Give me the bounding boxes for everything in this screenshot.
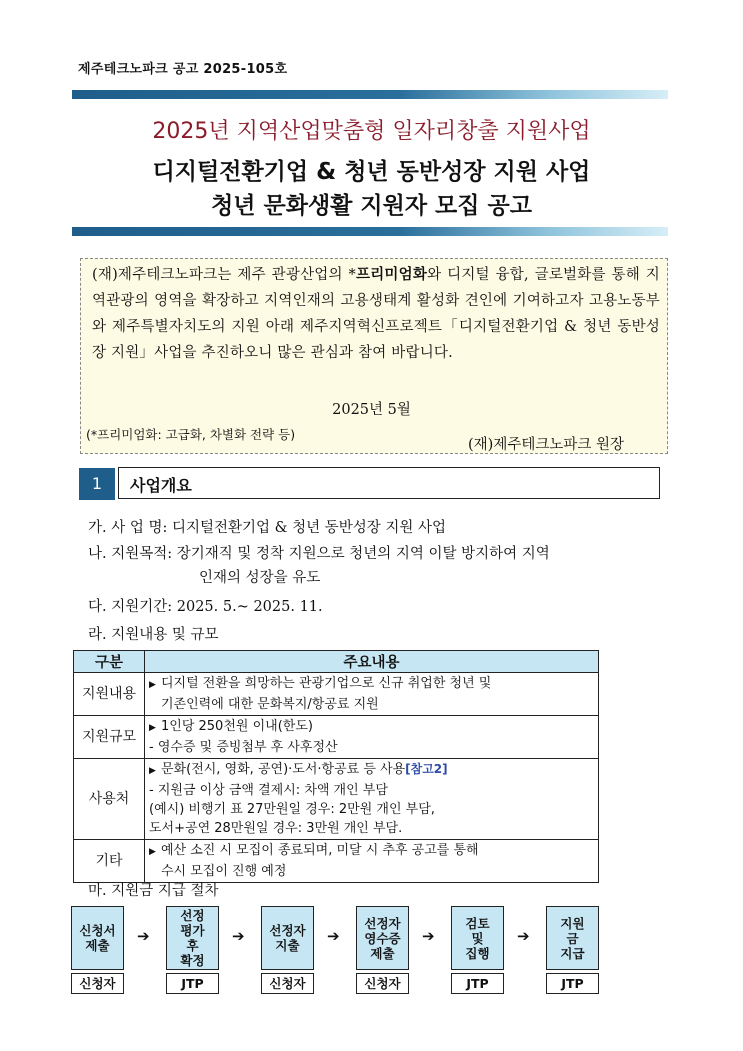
table-line: [149, 674, 594, 695]
table-row: [74, 673, 599, 716]
title-line-3: 청년 문화생활 지원자 모집 공고: [211, 193, 532, 219]
table-row: [74, 759, 599, 840]
table-row-content: [145, 673, 599, 716]
table-line-text: 도서+공연 28만원일 경우: 3만원 개인 부담.: [149, 821, 403, 836]
title-line-2: 디지털전환기업 & 청년 동반성장 지원 사업: [152, 159, 591, 185]
table-header-category: 구분: [74, 651, 145, 673]
item-purpose-continued: 인재의 성장을 유도: [199, 570, 321, 586]
table-line-text: 수시 모집이 진행 예정: [161, 864, 287, 879]
table-row: [74, 840, 599, 883]
triangle-bullet-icon: ▶: [149, 847, 156, 857]
table-line: [149, 841, 594, 862]
support-table: [73, 650, 599, 883]
item-purpose: 나. 지원목적: 장기재직 및 정착 지원으로 청년의 지역 이탈 방지하여 지역: [88, 546, 550, 562]
triangle-bullet-icon: ▶: [149, 766, 156, 776]
arrow-right-icon: ➔: [422, 927, 435, 945]
item-period: 다. 지원기간: 2025. 5.~ 2025. 11.: [88, 599, 323, 615]
table-row-content: [145, 716, 599, 759]
process-actor: 신청자: [261, 973, 314, 994]
item-content-scale: 라. 지원내용 및 규모: [88, 627, 219, 643]
triangle-bullet-icon: ▶: [149, 723, 156, 733]
table-row-content: [145, 840, 599, 883]
process-actor: JTP: [166, 973, 219, 994]
table-line-text: - 영수증 및 증빙첨부 후 사후정산: [149, 740, 338, 755]
process-step-4: 선정자 영수증 제출: [356, 906, 409, 970]
reference-tag: [참고2]: [405, 762, 448, 776]
table-line: [149, 760, 594, 781]
arrow-right-icon: ➔: [327, 927, 340, 945]
table-row: [74, 716, 599, 759]
process-actor: JTP: [546, 973, 599, 994]
table-line-text: (예시) 비행기 표 27만원일 경우: 2만원 개인 부담,: [149, 802, 435, 817]
table-row-category: 사용처: [74, 759, 145, 840]
process-actor: 신청자: [71, 973, 124, 994]
item-project-name: 가. 사 업 명: 디지털전환기업 & 청년 동반성장 지원 사업: [88, 520, 447, 536]
table-line-text: 예산 소진 시 모집이 종료되며, 미달 시 추후 공고를 통해: [161, 843, 479, 858]
table-line-text: 문화(전시, 영화, 공연)·도서·항공료 등 사용: [161, 762, 406, 777]
table-line: [149, 695, 594, 714]
title-divider-bottom: [72, 227, 668, 236]
table-line: [149, 738, 594, 757]
intro-text-bold: 프리미엄화: [356, 266, 428, 283]
table-row-content: [145, 759, 599, 840]
table-header-row: [74, 651, 599, 673]
intro-text: [92, 262, 660, 366]
section-title-box: [118, 467, 660, 499]
process-step-5: 검토 및 집행: [451, 906, 504, 970]
table-line-text: - 지원금 이상 금액 결제시: 차액 개인 부담: [149, 783, 388, 798]
process-step-2: 선정 평가 후 확정: [166, 906, 219, 970]
table-line-text: 기존인력에 대한 문화복지/항공료 지원: [161, 697, 379, 712]
triangle-bullet-icon: ▶: [149, 680, 156, 690]
intro-text-rest: 와 디지털 융합, 글로벌화를 통해 지역관광의 영역을 확장하고 지역인재의 고용생태계 활성화 견인에 기여하고자 고용노동부와 제주특별자치도의 지원 아래 제주지역혁신프로젝트「디지털전환기업 & 청년 동반성장 지원」사업을 추진하오니 많은 관심과 참여 바랍니다.: [92, 267, 660, 361]
process-step-1: 신청서 제출: [71, 906, 124, 970]
process-actor: JTP: [451, 973, 504, 994]
title-line-1: 2025년 지역산업맞춤형 일자리창출 지원사업: [152, 119, 591, 144]
item-payment-process: 마. 지원금 지급 절차: [88, 883, 219, 899]
arrow-right-icon: ➔: [232, 927, 245, 945]
table-row-category: 지원내용: [74, 673, 145, 716]
table-row-category: 기타: [74, 840, 145, 883]
table-line: [149, 800, 594, 819]
process-step-6: 지원 금 지급: [546, 906, 599, 970]
section-title: 사업개요: [130, 476, 192, 495]
table-line: [149, 717, 594, 738]
table-header-content: 주요내용: [145, 651, 599, 673]
intro-text-start: (재)제주테크노파크는 제주 관광산업의 *: [92, 267, 357, 283]
arrow-right-icon: ➔: [517, 927, 530, 945]
table-line-text: 디지털 전환을 희망하는 관광기업으로 신규 취업한 청년 및: [161, 676, 492, 691]
title-divider-top: [72, 90, 668, 99]
notice-number: 제주테크노파크 공고 2025-105호: [78, 62, 288, 77]
intro-date: 2025년 5월: [332, 402, 411, 418]
process-step-3: 선정자 지출: [261, 906, 314, 970]
arrow-right-icon: ➔: [137, 927, 150, 945]
process-actor: 신청자: [356, 973, 409, 994]
table-line: [149, 781, 594, 800]
table-row-category: 지원규모: [74, 716, 145, 759]
section-number: 1: [79, 468, 115, 500]
intro-signature: (재)제주테크노파크 원장: [468, 437, 624, 453]
intro-note: (*프리미엄화: 고급화, 차별화 전략 등): [86, 427, 296, 442]
table-line: [149, 819, 594, 838]
table-line-text: 1인당 250천원 이내(한도): [161, 719, 313, 734]
